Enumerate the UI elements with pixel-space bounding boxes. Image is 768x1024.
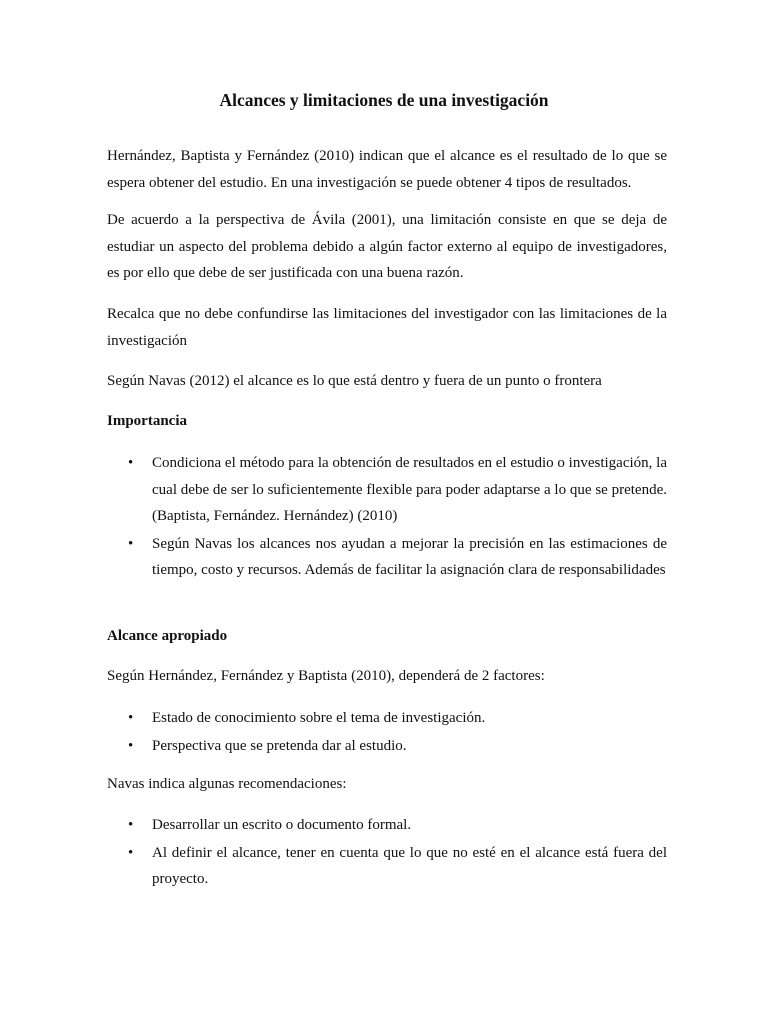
list-item-text: Desarrollar un escrito o documento formal. <box>152 817 412 833</box>
list-item <box>107 705 667 732</box>
list-item-text: Según Navas los alcances nos ayudan a mejorar la precisión en las estimaciones de tiempo, costo y recursos. Además de facilitar la asignación clara de responsabilidades <box>152 535 667 578</box>
list-item-text: Estado de conocimiento sobre el tema de investigación. <box>152 710 486 726</box>
list-item-text: Al definir el alcance, tener en cuenta que lo que no esté en el alcance está fuera del proyecto. <box>152 844 667 887</box>
heading-alcance-apropiado: Alcance apropiado <box>107 628 228 644</box>
list-factores <box>107 705 667 760</box>
list-recomendaciones <box>107 812 667 894</box>
list-item-text: Perspectiva que se pretenda dar al estudio. <box>152 737 407 754</box>
list-item-text: Condiciona el método para la obtención de resultados en el estudio o investigación, la cual debe de ser lo suficientemente flexible para poder adaptarse a lo que se pretende. (Baptista, Fernández. Hernández) (2010) <box>152 455 667 524</box>
bullet-icon: • <box>128 817 134 833</box>
list-item <box>107 450 667 530</box>
paragraph-factores-intro: Según Hernández, Fernández y Baptista (2010), dependerá de 2 factores: <box>107 668 545 684</box>
paragraph-alcance-definicion: Hernández, Baptista y Fernández (2010) indican que el alcance es el resultado de lo que se espera obtener del estudio. En una investigación se puede obtener 4 tipos de resultados. <box>107 148 667 191</box>
document-title: Alcances y limitaciones de una investigación <box>219 90 549 110</box>
list-item <box>107 812 667 839</box>
bullet-icon: • <box>128 455 134 471</box>
bullet-icon: • <box>128 737 134 754</box>
list-item <box>107 840 667 893</box>
heading-importancia: Importancia <box>107 413 187 429</box>
list-importancia <box>107 450 667 585</box>
bullet-icon: • <box>128 710 134 726</box>
paragraph-navas-alcance: Según Navas (2012) el alcance es lo que está dentro y fuera de un punto o frontera <box>107 373 602 389</box>
paragraph-recalca: Recalca que no debe confundirse las limitaciones del investigador con las limitaciones de la investigación <box>107 306 667 349</box>
bullet-icon: • <box>128 844 134 861</box>
bullet-icon: • <box>128 535 134 552</box>
paragraph-recomendaciones-intro: Navas indica algunas recomendaciones: <box>107 776 347 792</box>
list-item <box>107 733 667 760</box>
paragraph-limitacion-definicion: De acuerdo a la perspectiva de Ávila (2001), una limitación consiste en que se deja de estudiar un aspecto del problema debido a algún factor externo al equipo de investigadores, es por ello que debe de ser justificada con una buena razón. <box>107 212 667 281</box>
list-item <box>107 531 667 584</box>
